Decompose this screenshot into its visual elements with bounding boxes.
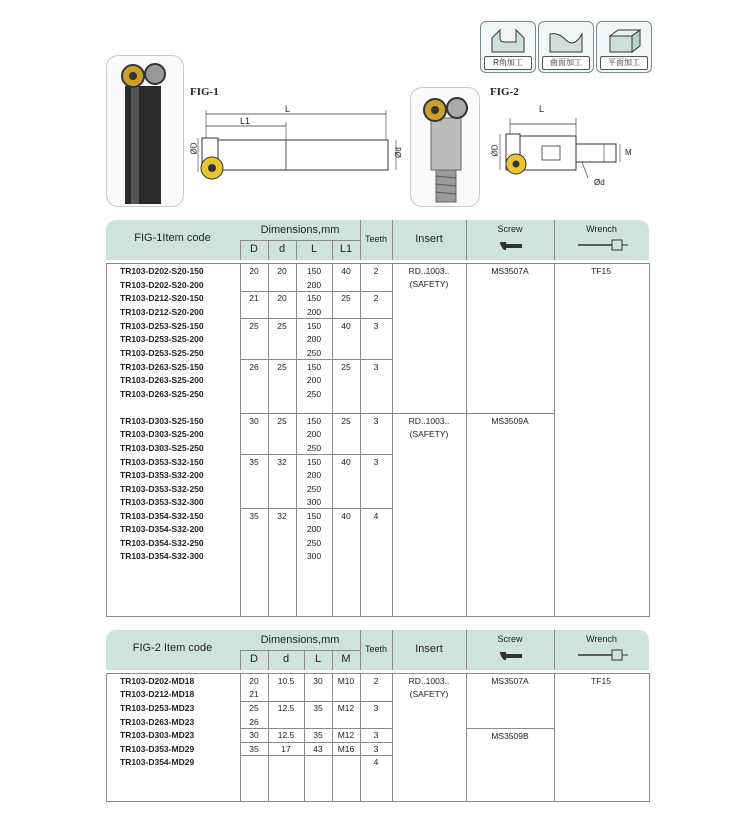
table2-l-value: 35: [313, 730, 323, 740]
table2-col-L: L: [314, 653, 322, 665]
table1-col-D: D: [250, 243, 258, 255]
table1-item-code: TR103-D263-S25-200: [120, 375, 204, 385]
fig2-drawing: [492, 102, 642, 192]
table1-d-value: 25: [277, 321, 287, 331]
table1-l1-value: 25: [341, 362, 351, 372]
table1-item-code: TR103-D202-S20-200: [120, 280, 204, 290]
table2-screw-b: MS3509B: [491, 731, 529, 741]
table2-item-code: TR103-D202-MD18: [120, 676, 195, 686]
curved-surface-icon: [546, 26, 586, 56]
fig2-dim-M: M: [625, 148, 632, 157]
table2-item-header: FIG-2 Item code: [132, 642, 213, 654]
table1-item-code: TR103-D353-S32-250: [120, 484, 204, 494]
table1-L-value: 200: [306, 307, 322, 317]
table2-wrench: TF15: [591, 676, 611, 686]
table1-item-code: TR103-D353-S32-200: [120, 470, 204, 480]
table2-d-value: 35: [249, 744, 259, 754]
table1-d-value: 35: [249, 511, 259, 521]
table1-col-L1: L1: [339, 243, 353, 255]
fig1-drawing: [190, 102, 410, 197]
wrench-icon: [576, 648, 630, 662]
fig2-photo: [410, 87, 480, 207]
table1-teeth-value: 2: [373, 266, 379, 276]
fig2-dim-d: Ød: [594, 178, 605, 187]
table1-item-code: TR103-D212-S20-200: [120, 307, 204, 317]
table1-item-code: TR103-D253-S25-250: [120, 348, 204, 358]
table2-m-value: M12: [337, 730, 355, 740]
screw-icon: [498, 649, 526, 663]
table1-item-code: TR103-D212-S20-150: [120, 293, 204, 303]
table2-d-value: 12.5: [277, 730, 295, 740]
table1-L-value: 150: [306, 293, 322, 303]
fig1-photo: [106, 55, 184, 207]
fig2-label: FIG-2: [490, 86, 519, 98]
table1-L-value: 250: [306, 538, 322, 548]
table1-L-value: 200: [306, 334, 322, 344]
table1-wrench-header: Wrench: [586, 224, 617, 234]
table1-insert-a-safety: (SAFETY): [409, 279, 449, 289]
badge-flat: [596, 21, 652, 73]
table2-item-code: TR103-D212-MD18: [120, 689, 195, 699]
table2-l-value: 43: [313, 744, 323, 754]
table1-d-value: 25: [249, 321, 259, 331]
table1-d-value: 30: [249, 416, 259, 426]
table2-d-value: 10.5: [277, 676, 295, 686]
table2-item-code: TR103-D253-MD23: [120, 703, 195, 713]
table1-item-code: TR103-D303-S25-200: [120, 429, 204, 439]
table1-item-code: TR103-D354-S32-150: [120, 511, 204, 521]
table1-L-value: 200: [306, 429, 322, 439]
fig1-label: FIG-1: [190, 86, 219, 98]
table1-L-value: 150: [306, 266, 322, 276]
table2-d-value: 20: [249, 676, 259, 686]
table1-screw-header: Screw: [497, 224, 523, 234]
table1-d-value: 25: [277, 362, 287, 372]
table1-L-value: 250: [306, 443, 322, 453]
table1-item-code: TR103-D202-S20-150: [120, 266, 204, 276]
table1-teeth-value: 3: [373, 362, 379, 372]
fig2-dim-D: ØD: [490, 144, 500, 157]
table2-col-D: D: [250, 653, 258, 665]
fig1-dim-L: L: [285, 104, 291, 114]
table1-L-value: 250: [306, 348, 322, 358]
table1-dims-header: Dimensions,mm: [260, 224, 340, 236]
table1-item-code: TR103-D354-S32-300: [120, 551, 204, 561]
table1-l1-value: 40: [341, 266, 351, 276]
wrench-icon: [576, 238, 630, 252]
table1-teeth-value: 3: [373, 416, 379, 426]
table2-d-value: 26: [249, 717, 259, 727]
table1-teeth-value: 3: [373, 457, 379, 467]
table1-item-code: TR103-D353-S32-300: [120, 497, 204, 507]
table1-wrench: TF15: [591, 266, 611, 276]
table1-L-value: 200: [306, 470, 322, 480]
table1-item-code: TR103-D253-S25-150: [120, 321, 204, 331]
table1-L-value: 300: [306, 551, 322, 561]
table2-dims-header: Dimensions,mm: [260, 634, 340, 646]
table2-d-value: 21: [249, 689, 259, 699]
table1-d-value: 20: [277, 293, 287, 303]
table1-item-code: TR103-D263-S25-250: [120, 389, 204, 399]
table2-item-code: TR103-D353-MD29: [120, 744, 195, 754]
table2-teeth-value: 3: [373, 744, 379, 754]
badge-label: 曲面加工: [542, 56, 590, 70]
table1-l1-value: 40: [341, 321, 351, 331]
table1-L-value: 250: [306, 484, 322, 494]
table1-L-value: 150: [306, 416, 322, 426]
table2-insert: RD..1003..: [408, 676, 450, 686]
table1-d-value: 20: [249, 266, 259, 276]
table1-item-code: TR103-D354-S32-250: [120, 538, 204, 548]
badge-label: 平面加工: [600, 56, 648, 70]
table1-L-value: 300: [306, 497, 322, 507]
table1-insert-a: RD..1003..: [408, 266, 450, 276]
table2-col-d: d: [282, 653, 290, 665]
table2-insert-header: Insert: [415, 643, 443, 655]
table1-L-value: 150: [306, 511, 322, 521]
table1-L-value: 200: [306, 280, 322, 290]
badge-curved: [538, 21, 594, 73]
fig1-dim-d: Ød: [393, 147, 403, 158]
fig2-dim-L: L: [539, 104, 545, 114]
table2-l-value: 30: [313, 676, 323, 686]
screw-icon: [498, 239, 526, 253]
table1-insert-header: Insert: [415, 233, 443, 245]
table2-teeth-value: 2: [373, 676, 379, 686]
table2-d-value: 30: [249, 730, 259, 740]
table2-screw-header: Screw: [497, 634, 523, 644]
table1-d-value: 21: [249, 293, 259, 303]
table1-item-code: TR103-D303-S25-150: [120, 416, 204, 426]
table1-item-code: TR103-D353-S32-150: [120, 457, 204, 467]
table2-d-value: 12.5: [277, 703, 295, 713]
table2-item-code: TR103-D354-MD29: [120, 757, 195, 767]
flat-surface-icon: [604, 26, 644, 56]
table1-item-code: TR103-D253-S25-200: [120, 334, 204, 344]
table1-item-header: FIG-1Item code: [134, 232, 211, 244]
table2-teeth-value: 3: [373, 730, 379, 740]
table2-l-value: 35: [313, 703, 323, 713]
table2-m-value: M10: [337, 676, 355, 686]
table2-col-M: M: [341, 653, 351, 665]
table2-item-code: TR103-D303-MD23: [120, 730, 195, 740]
table1-d-value: 32: [277, 511, 287, 521]
table1-teeth-value: 2: [373, 293, 379, 303]
table1-d-value: 20: [277, 266, 287, 276]
table1-L-value: 250: [306, 389, 322, 399]
table1-L-value: 150: [306, 457, 322, 467]
table1-teeth-value: 3: [373, 321, 379, 331]
table1-d-value: 32: [277, 457, 287, 467]
table1-item-code: TR103-D303-S25-250: [120, 443, 204, 453]
table2-teeth-value: 3: [373, 703, 379, 713]
table1-insert-b: RD..1003..: [408, 416, 450, 426]
table1-d-value: 35: [249, 457, 259, 467]
table1-item-code: TR103-D263-S25-150: [120, 362, 204, 372]
table1-teeth-header: Teeth: [364, 234, 388, 244]
table1-L-value: 200: [306, 375, 322, 385]
table2-m-value: M12: [337, 703, 355, 713]
r-corner-icon: [488, 26, 528, 56]
table2-d-value: 25: [249, 703, 259, 713]
table1-screw-a: MS3507A: [491, 266, 529, 276]
table1-L-value: 200: [306, 524, 322, 534]
table1-insert-b-safety: (SAFETY): [409, 429, 449, 439]
table2-wrench-header: Wrench: [586, 634, 617, 644]
fig1-dim-D: ØD: [189, 142, 199, 155]
fig1-dim-L1: L1: [240, 116, 251, 126]
table1-d-value: 25: [277, 416, 287, 426]
table2-m-value: M16: [337, 744, 355, 754]
table1-col-d: d: [278, 243, 286, 255]
table1-l1-value: 25: [341, 293, 351, 303]
table1-l1-value: 25: [341, 416, 351, 426]
badge-r-corner: [480, 21, 536, 73]
table1-col-L: L: [310, 243, 318, 255]
table2-teeth-value: 4: [373, 757, 379, 767]
table2-d-value: 17: [281, 744, 291, 754]
table1-teeth-value: 4: [373, 511, 379, 521]
table1-L-value: 150: [306, 321, 322, 331]
table1-screw-b: MS3509A: [491, 416, 529, 426]
table1-d-value: 26: [249, 362, 259, 372]
table2-insert-safety: (SAFETY): [409, 689, 449, 699]
table1-l1-value: 40: [341, 457, 351, 467]
table2-screw-a: MS3507A: [491, 676, 529, 686]
table2-teeth-header: Teeth: [364, 644, 388, 654]
table1-item-code: TR103-D354-S32-200: [120, 524, 204, 534]
badge-label: R角加工: [484, 56, 532, 70]
table1-L-value: 150: [306, 362, 322, 372]
table2-item-code: TR103-D263-MD23: [120, 717, 195, 727]
table1-l1-value: 40: [341, 511, 351, 521]
